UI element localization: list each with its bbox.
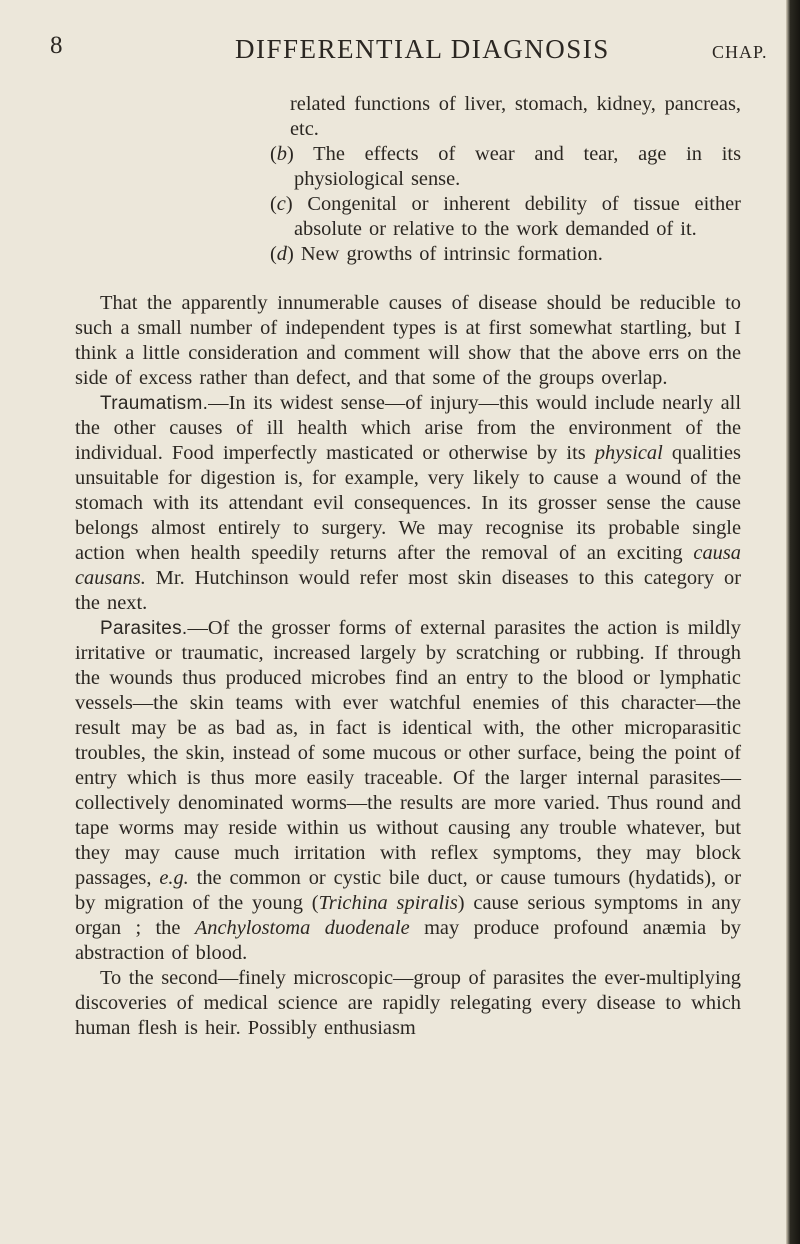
paragraph-text: the common or cystic bile duct, or cause tumours (hydatids), or by migration of the young (	[75, 867, 741, 914]
list-letter: b	[276, 143, 287, 165]
list-marker: (c)	[270, 193, 293, 215]
italic-text: Anchylostoma duodenale	[194, 917, 410, 939]
paragraph	[75, 966, 741, 1041]
italic-text: physical	[594, 442, 663, 464]
list-item	[75, 142, 741, 192]
list-item	[75, 242, 741, 267]
list-item-text: related functions of liver, stomach, kidney, pancreas, etc.	[290, 93, 741, 140]
list-item-continuation	[75, 92, 741, 142]
italic-text: e.g.	[159, 867, 189, 889]
list-item-text: Congenital or inherent debility of tissue either absolute or relative to the work demanded of it.	[294, 193, 741, 240]
list-marker: (b)	[270, 143, 294, 165]
paragraph-text: That the apparently innumerable causes of disease should be reducible to such a small number of independent types is at first somewhat startling, but I think a little consideration and comment will show that the above errs on the side of excess rather than defect, and that some of the groups overlap.	[75, 292, 741, 389]
paragraph	[75, 291, 741, 391]
chapter-label: CHAP.	[712, 42, 768, 62]
paragraph-text: qualities unsuitable for digestion is, for example, very likely to cause a wound of the stomach with its attendant evil consequences. In its grosser sense the cause belongs almost entirely to surgery. We may recognise its probable single action when health speedily returns after the removal of an exciting	[75, 442, 741, 564]
running-header	[0, 28, 786, 78]
list-letter: d	[276, 243, 287, 265]
running-title: DIFFERENTIAL DIAGNOSIS	[235, 34, 610, 64]
list-letter: c	[276, 193, 286, 215]
paragraph-traumatism	[75, 391, 741, 616]
paragraph-text: —In its widest sense—of injury—this would include nearly all the other causes of ill health which arise from the environment of the individual. Food imperfectly masticated or otherwise by its	[75, 392, 741, 464]
paragraph-text: Mr. Hutchinson would refer most skin diseases to this category or the next.	[75, 567, 741, 614]
page-number: 8	[50, 32, 64, 59]
cause-list	[75, 92, 741, 267]
page-edge-shadow	[786, 0, 800, 1244]
paragraph-text: may produce profound anæmia by abstraction of blood.	[75, 917, 741, 964]
paragraph-parasites	[75, 616, 741, 966]
run-in-heading: Traumatism.	[100, 393, 209, 414]
italic-text: Trichina spiralis	[318, 892, 458, 914]
section-gap	[75, 267, 741, 291]
paragraph-text: ) cause serious symptoms in any organ ; the	[75, 892, 742, 939]
list-item	[75, 192, 741, 242]
paragraph-text: To the second—finely microscopic—group of parasites the ever-multiplying discoveries of medical science are rapidly relegating every disease to which human flesh is heir. Possibly enthusiasm	[75, 967, 741, 1039]
body-text	[75, 92, 741, 1041]
italic-text: causa causans.	[75, 542, 741, 589]
paragraph-text: —Of the grosser forms of external parasites the action is mildly irritative or traumatic, increased largely by scratching or rubbing. If through the wounds thus produced microbes find an entry to the blood or lymphatic vessels—the skin teams with ever watchful enemies of this character—the result may be as bad as, in fact is identical with, the other microparasitic troubles, the skin, instead of some mucous or other surface, being the point of entry which is thus more easily traceable. Of the larger internal parasites—collectively denominated worms—the results are more varied. Thus round and tape worms may reside within us without causing any trouble whatever, but they may cause much irritation with reflex symptoms, they may block passages,	[75, 617, 741, 889]
run-in-heading: Parasites.	[100, 618, 188, 639]
list-item-text: New growths of intrinsic formation.	[300, 243, 603, 265]
list-item-text: The effects of wear and tear, age in its physiological sense.	[294, 143, 742, 190]
list-marker: (d)	[270, 243, 294, 265]
